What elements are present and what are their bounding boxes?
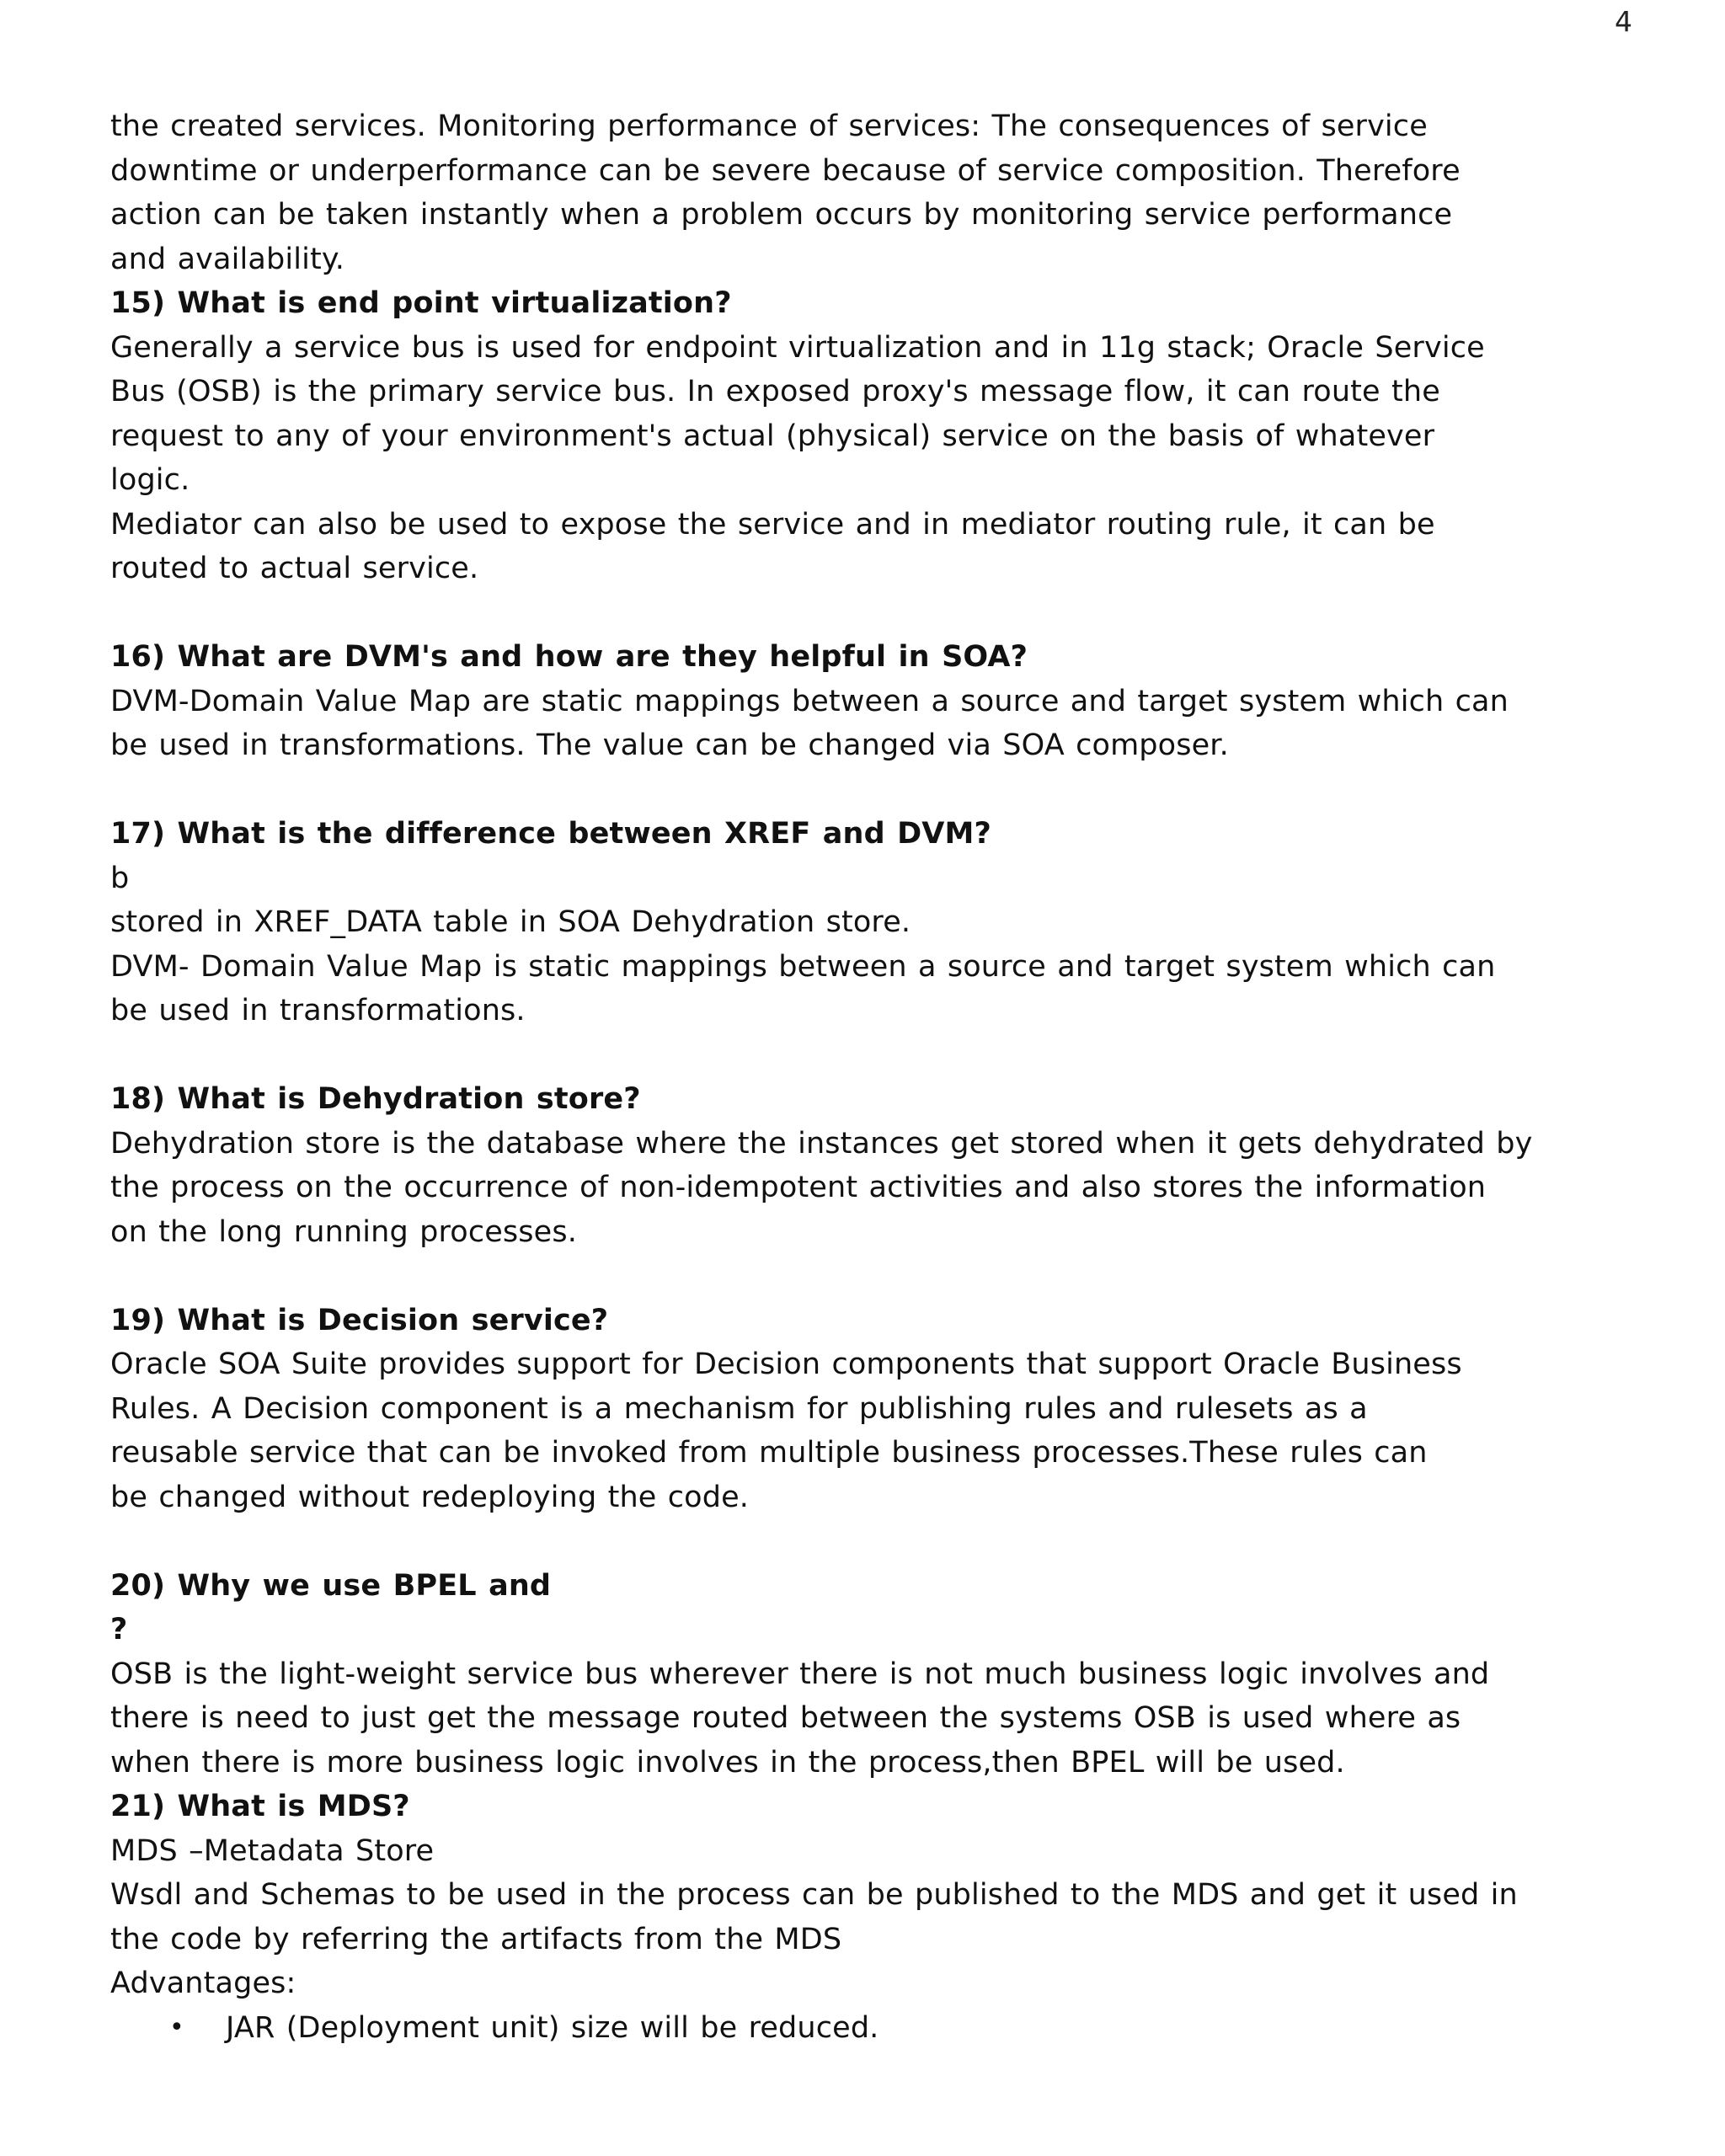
body-text-line: Wsdl and Schemas to be used in the process can be published to the MDS and get it used in xyxy=(110,1878,1518,1912)
body-text-line: MDS –Metadata Store xyxy=(110,1833,435,1868)
body-text-line: b xyxy=(110,861,130,895)
question-heading-16: 16) What are DVM's and how are they helpful in SOA? xyxy=(110,640,1028,674)
question-heading-17: 17) What is the difference between XREF and DVM? xyxy=(110,817,991,851)
body-text-line: Oracle SOA Suite provides support for Decision components that support Oracle Business xyxy=(110,1348,1462,1381)
body-text-line: be used in transformations. The value can be changed via SOA composer. xyxy=(110,728,1229,762)
body-text-line: OSB is the light-weight service bus wherever there is not much business logic involves and xyxy=(110,1657,1490,1691)
body-text-line: there is need to just get the message routed between the systems OSB is used where as xyxy=(110,1701,1461,1735)
body-text-line: reusable service that can be invoked from multiple business processes.These rules can xyxy=(110,1436,1428,1470)
blank-line xyxy=(110,1254,1626,1299)
bullet-list-item xyxy=(110,2006,1626,2051)
body-text-line: stored in XREF_DATA table in SOA Dehydration store. xyxy=(110,905,911,939)
blank-line xyxy=(110,591,1626,636)
body-text-line: logic. xyxy=(110,463,190,497)
body-text-line: when there is more business logic involves in the process,then BPEL will be used. xyxy=(110,1745,1345,1780)
body-text-line: on the long running processes. xyxy=(110,1214,578,1249)
body-text-line: DVM- Domain Value Map is static mappings between a source and target system which can xyxy=(110,949,1496,984)
body-text-line: and availability. xyxy=(110,242,344,276)
blank-line xyxy=(110,1033,1626,1078)
body-text-line: downtime or underperformance can be severe because of service composition. Therefore xyxy=(110,153,1461,188)
body-text-line: Generally a service bus is used for endpoint virtualization and in 11g stack; Oracle Service xyxy=(110,330,1485,365)
question-heading-21: 21) What is MDS? xyxy=(110,1790,410,1823)
body-text-line: the process on the occurrence of non-idempotent activities and also stores the information xyxy=(110,1171,1487,1204)
body-text-line: the code by referring the artifacts from the MDS xyxy=(110,1922,842,1956)
body-text-line: be used in transformations. xyxy=(110,994,526,1027)
body-text-line: routed to actual service. xyxy=(110,552,479,585)
body-text-line: Mediator can also be used to expose the service and in mediator routing rule, it can be xyxy=(110,507,1435,542)
bullet-text: JAR (Deployment unit) size will be reduced. xyxy=(226,2010,879,2045)
question-heading-15: 15) What is end point virtualization? xyxy=(110,286,732,320)
body-text-line: the created services. Monitoring performance of services: The consequences of service xyxy=(110,109,1428,143)
question-heading-20: 20) Why we use BPEL and xyxy=(110,1568,552,1603)
body-text-line: Dehydration store is the database where the instances get stored when it gets dehydrated by xyxy=(110,1126,1533,1161)
body-text-line: DVM-Domain Value Map are static mappings between a source and target system which can xyxy=(110,684,1509,718)
question-heading-20-continued: ? xyxy=(110,1613,128,1646)
question-heading-18: 18) What is Dehydration store? xyxy=(110,1082,641,1116)
body-text-line: action can be taken instantly when a problem occurs by monitoring service performance xyxy=(110,198,1453,232)
document-body xyxy=(110,104,1626,2050)
body-text-line: Bus (OSB) is the primary service bus. In exposed proxy's message flow, it can route the xyxy=(110,375,1440,408)
blank-line xyxy=(110,1519,1626,1564)
page-number: 4 xyxy=(1615,5,1632,38)
body-text-line: request to any of your environment's actual (physical) service on the basis of whatever xyxy=(110,419,1435,453)
body-text-line: be changed without redeploying the code. xyxy=(110,1480,750,1514)
body-text-line: Advantages: xyxy=(110,1967,296,2000)
question-heading-19: 19) What is Decision service? xyxy=(110,1303,609,1337)
body-text-line: Rules. A Decision component is a mechanism for publishing rules and rulesets as a xyxy=(110,1391,1368,1426)
bullet-icon: • xyxy=(169,2012,184,2042)
blank-line xyxy=(110,768,1626,813)
